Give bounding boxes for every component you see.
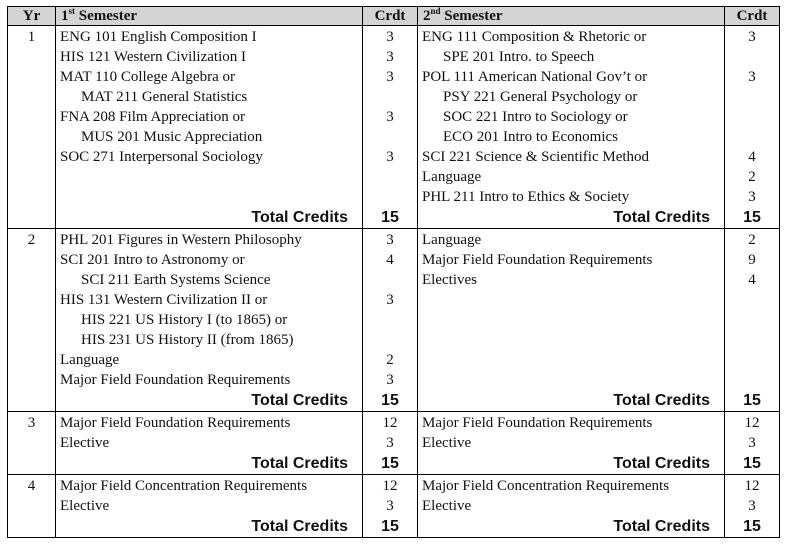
total-credits-label: Total Credits: [251, 455, 348, 472]
credit-value: 3: [386, 498, 394, 514]
degree-plan-table: [7, 6, 780, 538]
credit-value: 3: [386, 69, 394, 85]
credit-value: 4: [386, 252, 394, 268]
credit-value: 3: [386, 149, 394, 165]
credit-value: 9: [748, 252, 756, 268]
total-credits-label: Total Credits: [613, 392, 710, 409]
total-credits-value: 15: [743, 209, 761, 226]
total-credits-value: 15: [743, 518, 761, 535]
course-line: Major Field Foundation Requirements: [422, 252, 653, 268]
course-line: Elective: [60, 435, 110, 451]
course-line: Language: [60, 352, 120, 368]
credit-blank: [363, 167, 417, 187]
total-credits-label: Total Credits: [251, 209, 348, 226]
course-line: ENG 111 Composition & Rhetoric or: [422, 29, 647, 45]
course-line: HIS 131 Western Civilization II or: [60, 292, 268, 308]
credit-value: 3: [748, 69, 756, 85]
total-credits-value: 15: [743, 455, 761, 472]
credit-blank: [363, 330, 417, 350]
credit-value: 2: [386, 352, 394, 368]
course-line: ECO 201 Intro to Economics: [443, 129, 618, 145]
second-credit-header: Crdt: [725, 7, 780, 26]
total-credits-value: 15: [381, 392, 399, 409]
credit-value: 3: [386, 29, 394, 45]
first-semester-credits: [363, 229, 418, 412]
course-line: MUS 201 Music Appreciation: [81, 129, 263, 145]
empty-line: [418, 310, 724, 330]
credit-blank: [363, 310, 417, 330]
credit-value: 3: [386, 435, 394, 451]
credit-value: 2: [748, 232, 756, 248]
header-row: [8, 7, 780, 26]
second-semester-credits: [725, 229, 780, 412]
course-line: ENG 101 English Composition I: [60, 29, 257, 45]
year-row: [8, 229, 780, 412]
course-line: Language: [422, 232, 482, 248]
credit-value: 3: [386, 109, 394, 125]
credit-blank: [725, 47, 779, 67]
course-line: SOC 221 Intro to Sociology or: [443, 109, 628, 125]
year-number: 4: [8, 475, 56, 538]
credit-value: 12: [382, 415, 398, 431]
course-line: FNA 208 Film Appreciation or: [60, 109, 245, 125]
first-semester-courses: [56, 26, 363, 229]
credit-blank: [363, 87, 417, 107]
second-semester-courses: [418, 475, 725, 538]
course-line: SOC 271 Interpersonal Sociology: [60, 149, 263, 165]
year-row: [8, 475, 780, 538]
total-credits-value: 15: [743, 392, 761, 409]
credit-blank: [725, 350, 779, 370]
credit-blank: [363, 127, 417, 147]
credit-blank: [725, 87, 779, 107]
year-number: 3: [8, 412, 56, 475]
total-credits-value: 15: [381, 455, 399, 472]
credit-value: 3: [748, 189, 756, 205]
course-line: SCI 221 Science & Scientific Method: [422, 149, 650, 165]
first-semester-courses: [56, 412, 363, 475]
credit-value: 4: [748, 149, 756, 165]
year-row: [8, 412, 780, 475]
second-semester-credits: [725, 26, 780, 229]
credit-value: 3: [748, 29, 756, 45]
first-credit-header: Crdt: [363, 7, 418, 26]
course-line: HIS 121 Western Civilization I: [60, 49, 246, 65]
credit-value: 3: [386, 49, 394, 65]
credit-blank: [725, 330, 779, 350]
course-line: SCI 201 Intro to Astronomy or: [60, 252, 245, 268]
credit-value: 3: [386, 292, 394, 308]
year-header: Yr: [8, 7, 56, 26]
credit-value: 3: [748, 498, 756, 514]
second-semester-courses: [418, 229, 725, 412]
credit-blank: [725, 107, 779, 127]
first-semester-header: 1st Semester: [56, 7, 363, 26]
course-line: PHL 201 Figures in Western Philosophy: [60, 232, 302, 248]
course-line: Language: [422, 169, 482, 185]
credit-blank: [725, 310, 779, 330]
credit-value: 12: [744, 478, 760, 494]
course-line: POL 111 American National Gov’t or: [422, 69, 648, 85]
course-line: Electives: [422, 272, 477, 288]
course-line: Elective: [422, 435, 472, 451]
credit-value: 12: [744, 415, 760, 431]
course-line: SCI 211 Earth Systems Science: [81, 272, 271, 288]
total-credits-value: 15: [381, 518, 399, 535]
credit-value: 3: [748, 435, 756, 451]
total-credits-label: Total Credits: [613, 518, 710, 535]
credit-value: 12: [382, 478, 398, 494]
course-line: SPE 201 Intro. to Speech: [443, 49, 595, 65]
course-line: MAT 211 General Statistics: [81, 89, 248, 105]
course-line: Major Field Concentration Requirements: [60, 478, 308, 494]
course-line: Elective: [60, 498, 110, 514]
empty-line: [56, 167, 362, 187]
first-semester-credits: [363, 26, 418, 229]
course-line: Elective: [422, 498, 472, 514]
course-line: MAT 110 College Algebra or: [60, 69, 235, 85]
credit-value: 2: [748, 169, 756, 185]
total-credits-label: Total Credits: [251, 392, 348, 409]
course-line: PHL 211 Intro to Ethics & Society: [422, 189, 630, 205]
course-line: Major Field Foundation Requirements: [60, 415, 291, 431]
year-number: 2: [8, 229, 56, 412]
course-line: Major Field Foundation Requirements: [60, 372, 291, 388]
empty-line: [56, 187, 362, 207]
second-semester-courses: [418, 26, 725, 229]
first-semester-courses: [56, 475, 363, 538]
year-number: 1: [8, 26, 56, 229]
total-credits-label: Total Credits: [613, 209, 710, 226]
credit-blank: [725, 370, 779, 390]
first-semester-credits: [363, 475, 418, 538]
course-line: PSY 221 General Psychology or: [443, 89, 638, 105]
total-credits-label: Total Credits: [613, 455, 710, 472]
second-semester-credits: [725, 412, 780, 475]
first-semester-courses: [56, 229, 363, 412]
course-line: HIS 231 US History II (from 1865): [81, 332, 294, 348]
course-line: HIS 221 US History I (to 1865) or: [81, 312, 288, 328]
credit-blank: [725, 127, 779, 147]
credit-blank: [363, 270, 417, 290]
credit-value: 3: [386, 372, 394, 388]
second-semester-credits: [725, 475, 780, 538]
credit-value: 3: [386, 232, 394, 248]
total-credits-label: Total Credits: [251, 518, 348, 535]
empty-line: [418, 370, 724, 390]
credit-blank: [363, 187, 417, 207]
course-line: Major Field Concentration Requirements: [422, 478, 670, 494]
empty-line: [418, 290, 724, 310]
first-semester-credits: [363, 412, 418, 475]
second-semester-header: 2nd Semester: [418, 7, 725, 26]
credit-blank: [725, 290, 779, 310]
year-row: [8, 26, 780, 229]
credit-value: 4: [748, 272, 756, 288]
empty-line: [418, 330, 724, 350]
empty-line: [418, 350, 724, 370]
course-line: Major Field Foundation Requirements: [422, 415, 653, 431]
second-semester-courses: [418, 412, 725, 475]
total-credits-value: 15: [381, 209, 399, 226]
